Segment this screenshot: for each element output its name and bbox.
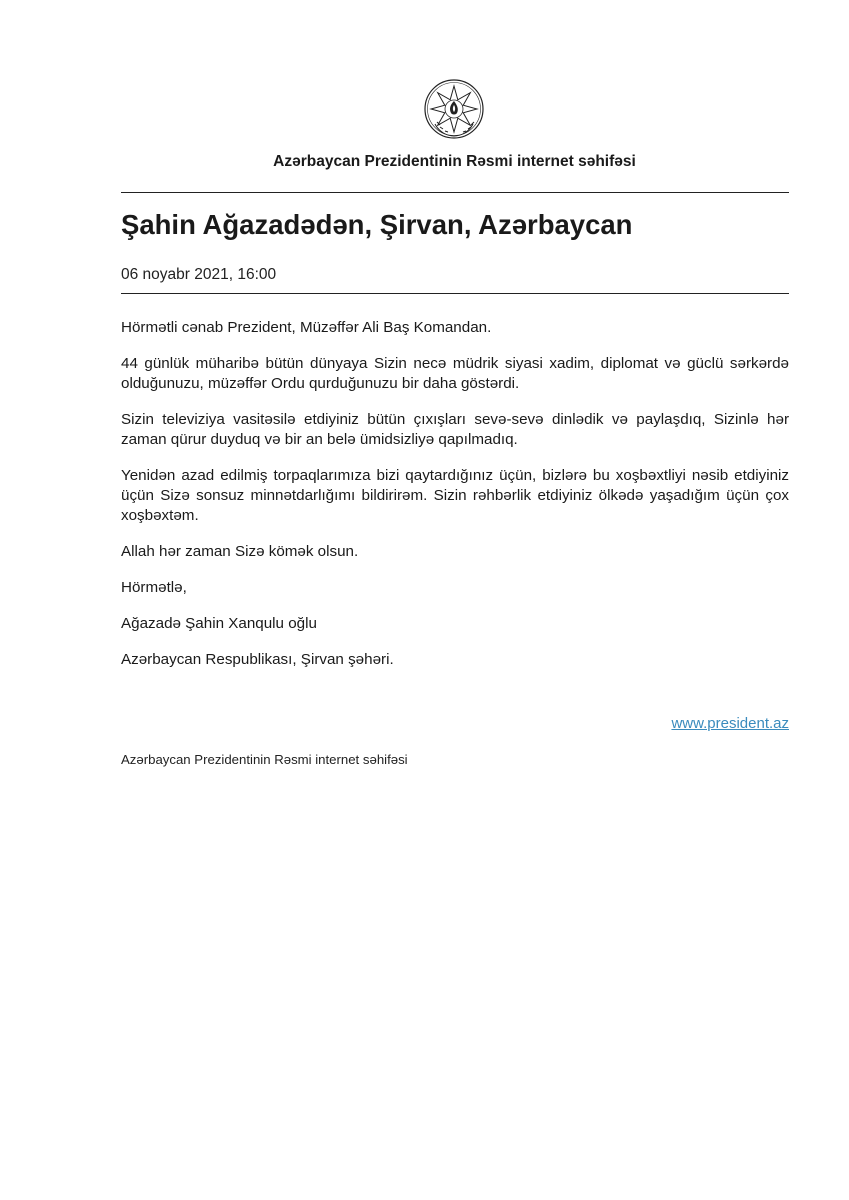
paragraph: Yenidən azad edilmiş torpaqlarımıza bizi qaytardığınız üçün, bizlərə bu xoşbəxtliyi nəsib etdiyiniz üçün Sizə sonsuz minnətdarlığımı bildirirəm. Sizin rəhbərlik etdiyiniz ölkədə yaşadığım üçün çox xoşbəxtəm. <box>121 467 789 524</box>
signature-location: Azərbaycan Respublikası, Şirvan şəhəri. <box>121 651 394 668</box>
title-divider <box>121 293 789 294</box>
site-title: Azərbaycan Prezidentinin Rəsmi internet səhifəsi <box>273 153 636 170</box>
azerbaijan-state-emblem-icon <box>423 78 485 140</box>
paragraph: Allah hər zaman Sizə kömək olsun. <box>121 543 359 560</box>
closing: Hörmətlə, <box>121 579 187 596</box>
paragraph-salutation: Hörmətli cənab Prezident, Müzəffər Ali Baş Komandan. <box>121 319 492 336</box>
header-divider <box>121 192 789 193</box>
article-body <box>121 318 789 686</box>
link-row <box>121 715 789 733</box>
article-date: 06 noyabr 2021, 16:00 <box>121 266 277 283</box>
paragraph: Sizin televiziya vasitəsilə etdiyiniz bütün çıxışları sevə-sevə dinlədik və paylaşdıq, Sizinlə hər zaman qürur duyduq və bir an belə ümidsizliyə qapılmadıq. <box>121 411 789 448</box>
paragraph: 44 günlük müharibə bütün dünyaya Sizin necə müdrik siyasi xadim, diplomat və güclü sərkərdə olduğunuzu, müzəffər Ordu qurduğunuzu bir daha göstərdi. <box>121 355 789 392</box>
signature-name: Ağazadə Şahin Xanqulu oğlu <box>121 615 317 632</box>
article-title: Şahin Ağazadədən, Şirvan, Azərbaycan <box>121 209 633 240</box>
president-site-link[interactable]: www.president.az <box>671 715 789 732</box>
footer-text: Azərbaycan Prezidentinin Rəsmi internet səhifəsi <box>121 752 408 767</box>
